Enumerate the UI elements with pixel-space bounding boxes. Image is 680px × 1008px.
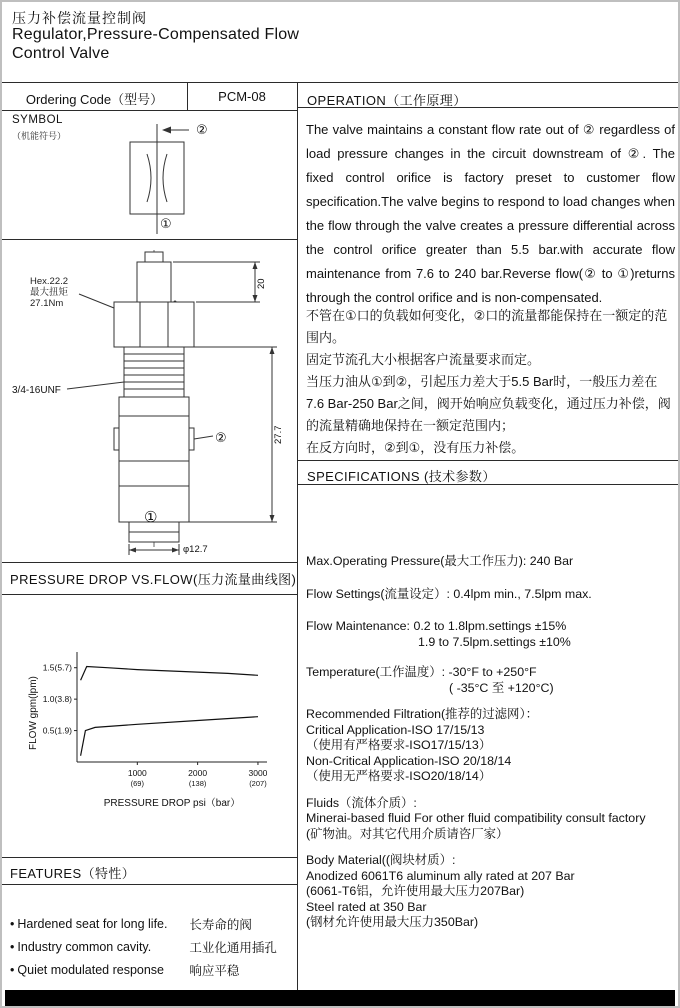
spec-fluids-cn: (矿物油。对其它代用介质请咨厂家） xyxy=(306,826,509,841)
operation-cn-line: 在反方向时，②到①，没有压力补偿。 xyxy=(306,440,525,455)
drawing-port1-label: ① xyxy=(144,509,158,526)
hydraulic-symbol-drawing xyxy=(117,116,227,241)
dimension-diameter-label: φ12.7 xyxy=(183,544,208,555)
operation-cn-line: 不管在①口的负载如何变化，②口的流量都能保持在一额定的范围内。 xyxy=(306,308,668,345)
spec-temperature-f: Temperature(工作温度）: -30°F to +250°F xyxy=(306,665,537,679)
spec-fluids-en: Minerai-based fluid For other fluid compatibility consult factory xyxy=(306,811,646,825)
page-title-en-line1: Regulator,Pressure-Compensated Flow xyxy=(12,26,300,43)
svg-text:3000: 3000 xyxy=(248,768,268,778)
features-list xyxy=(10,912,295,981)
chart-y-axis-label: FLOW gpm(lpm) xyxy=(28,676,39,750)
hex-torque-label xyxy=(30,276,68,309)
page-title-cn: 压力补偿流量控制阀 xyxy=(12,10,147,26)
operation-cn-line: 固定节流孔大小根据客户流量要求而定。 xyxy=(306,352,541,367)
thread-spec-label: 3/4-16UNF xyxy=(12,385,61,396)
symbol-section-subtitle: （机能符号） xyxy=(12,131,67,141)
svg-text:1000: 1000 xyxy=(127,768,147,778)
svg-text:(69): (69) xyxy=(130,779,144,788)
symbol-port2-label: ② xyxy=(196,122,208,137)
hex-size-label: Hex.22.2 xyxy=(30,276,69,287)
svg-text:(138): (138) xyxy=(188,779,207,788)
rule-features-title-bottom xyxy=(2,884,298,885)
rule-specs-top xyxy=(297,460,680,461)
spec-max-pressure: Max.Operating Pressure(最大工作压力): 240 Bar xyxy=(306,554,574,568)
operation-cn-line: 当压力油从①到②，引起压力差大于5.5 Bar时，一般压力差在7.6 Bar-250 Bar之间，阀开始响应负载变化，通过压力补偿，阀的流量精确地保持在一额定范围内； xyxy=(306,374,671,433)
spec-body-material-alu-cn: (6061-T6铝，允许使用最大压力207Bar) xyxy=(306,884,525,898)
rule-header-bottom xyxy=(2,82,678,83)
feature-item xyxy=(10,958,295,981)
rule-chart-title-bottom xyxy=(2,594,298,595)
ordering-code-value: PCM-08 xyxy=(218,89,266,104)
spec-filtration-noncritical-cn: （使用无严格要求-ISO20/18/14） xyxy=(306,769,492,783)
operation-section-title: OPERATION（工作原理） xyxy=(307,93,467,108)
spec-fluids-title: Fluids（流体介质）: xyxy=(306,795,417,810)
feature-text-cn: 工业化通用插孔 xyxy=(189,940,277,955)
footer-bar xyxy=(5,990,675,1006)
drawing-port2-label: ② xyxy=(215,430,227,445)
svg-text:2000: 2000 xyxy=(188,768,208,778)
svg-text:(207): (207) xyxy=(249,779,267,788)
feature-text-cn: 响应平稳 xyxy=(189,963,240,978)
spec-filtration-title: Recommended Filtration(推荐的过滤网）： xyxy=(306,707,539,721)
pressure-drop-section-title: PRESSURE DROP VS.FLOW(压力流量曲线图) xyxy=(10,572,297,587)
feature-text-cn: 长寿命的阀 xyxy=(189,917,252,932)
max-torque-label-cn: 最大扭矩 xyxy=(30,287,69,298)
spec-filtration-critical-cn: （使用有严格要求-ISO17/15/13） xyxy=(306,738,492,752)
specifications-list xyxy=(306,554,678,931)
feature-text-en: • Quiet modulated response xyxy=(17,962,165,977)
operation-paragraph-cn xyxy=(306,305,675,459)
spec-temperature-c: ( -35°C 至 +120°C) xyxy=(449,680,554,695)
spec-body-material-alu: Anodized 6061T6 aluminum ally rated at 207 Bar xyxy=(306,868,575,883)
spec-flow-maintenance-1: Flow Maintenance: 0.2 to 1.8lpm.settings ±15% xyxy=(306,619,567,633)
spec-body-material-steel-cn: (钢材允许使用最大压力350Bar) xyxy=(306,915,479,929)
rule-ordering-bottom xyxy=(2,110,298,111)
rule-column-divider xyxy=(297,82,298,990)
spec-flow-settings: Flow Settings(流量设定）: 0.4lpm min., 7.5lpm max. xyxy=(306,586,592,601)
rule-drawing-bottom xyxy=(2,562,298,563)
page-title-en-line2: Control Valve xyxy=(12,45,110,62)
spec-body-material-steel: Steel rated at 350 Bar xyxy=(306,899,427,914)
spec-body-material-title: Body Material((阀块材质）: xyxy=(306,853,456,867)
rule-chart-bottom xyxy=(2,857,298,858)
features-section-title: FEATURES（特性） xyxy=(10,866,136,881)
feature-item xyxy=(10,912,295,935)
specifications-section-title: SPECIFICATIONS (技术参数） xyxy=(307,469,496,484)
ordering-code-label: Ordering Code（型号） xyxy=(25,92,164,107)
svg-text:1.5(5.7): 1.5(5.7) xyxy=(42,662,72,673)
max-torque-value: 27.1Nm xyxy=(30,298,64,309)
feature-item xyxy=(10,935,295,958)
svg-text:0.5(1.9): 0.5(1.9) xyxy=(42,725,72,736)
spec-filtration-noncritical: Non-Critical Application-ISO 20/18/14 xyxy=(306,753,512,768)
svg-text:1.0(3.8): 1.0(3.8) xyxy=(42,694,72,705)
spec-filtration-critical: Critical Application-ISO 17/15/13 xyxy=(306,722,485,737)
symbol-port1-label: ① xyxy=(160,216,172,231)
chart-x-axis-label: PRESSURE DROP psi（bar） xyxy=(103,798,241,809)
dimension-20-label: 20 xyxy=(256,278,267,290)
spec-flow-maintenance-2: 1.9 to 7.5lpm.settings ±10% xyxy=(418,634,571,649)
dimension-27-7-label: 27.7 xyxy=(273,425,284,445)
pressure-drop-flow-chart xyxy=(32,644,282,794)
symbol-section-title: SYMBOL xyxy=(12,114,63,126)
operation-paragraph-en: The valve maintains a constant flow rate out of ② regardless of load pressure changes in the circuit downstream of ②. The fixed control orifice is factory preset to customer flow specification.The valve begins to respond to load changes when the flow through the valve creates a pressure differential across the control orifice greater than 5.5 bar.with accurate flow maintenance from 7.6 to 240 bar.Reverse flow(② to ①)returns through the control orifice and is non-compensated. xyxy=(306,122,675,305)
feature-text-en: • Industry common cavity. xyxy=(17,939,152,954)
feature-text-en: • Hardened seat for long life. xyxy=(17,916,168,931)
